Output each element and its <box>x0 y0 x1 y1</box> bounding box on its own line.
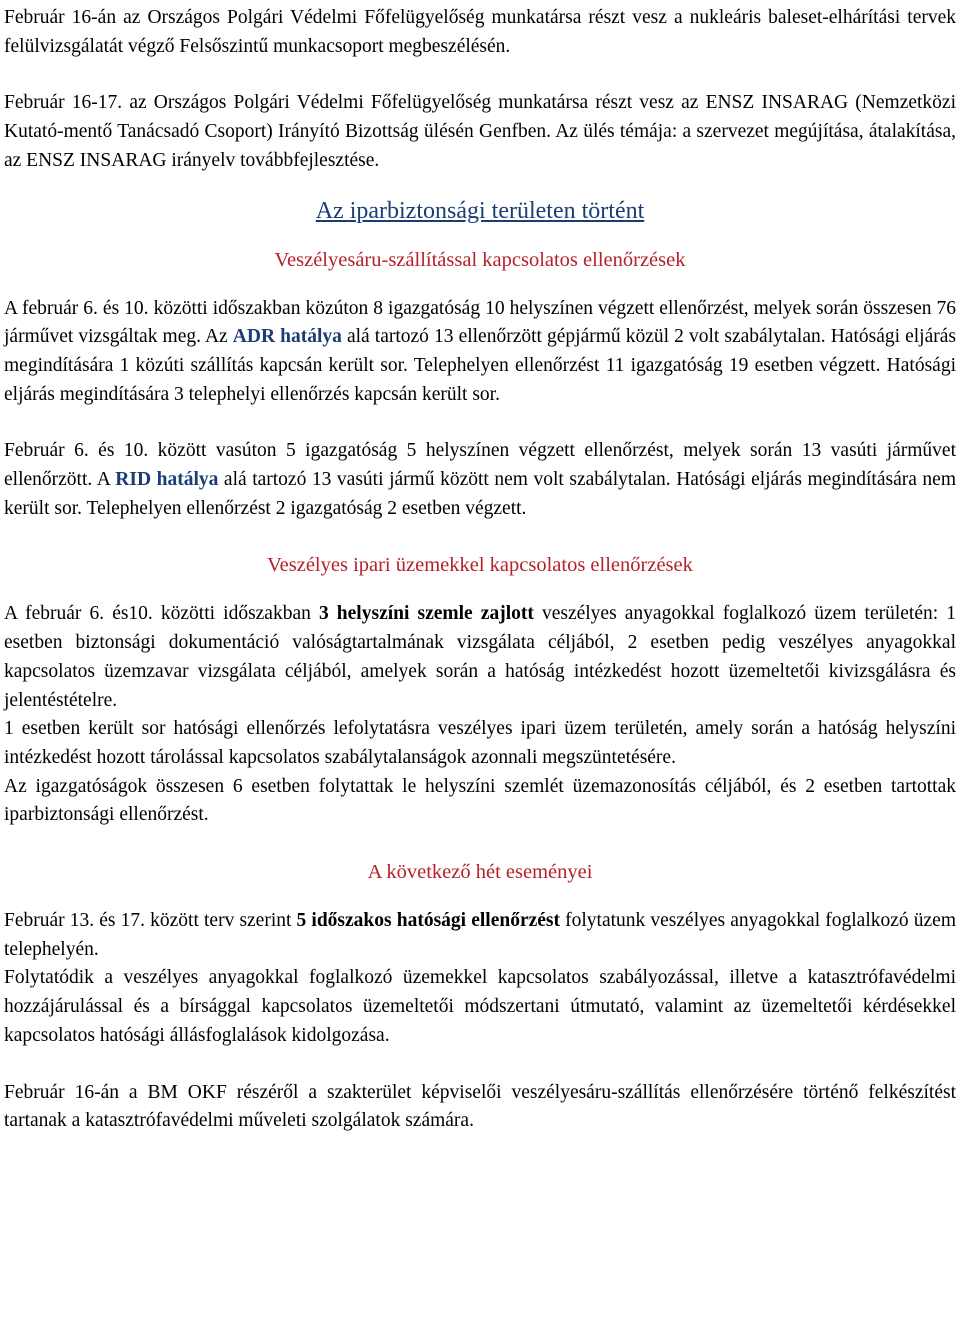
next-week-inspections-count: 5 időszakos hatósági ellenőrzést <box>296 910 560 932</box>
adr-road-paragraph <box>4 295 956 410</box>
next-week-section-title: A következő hét eseményei <box>367 861 593 884</box>
intro-paragraph-1: Február 16-án az Országos Polgári Védelmi Főfelügyelőség munkatársa részt vesz a nukleáris baleset-elhárítási tervek felülvizsgálatát végző Felsőszintű munkacsoport megbeszélésén. <box>4 7 956 57</box>
adr-rail-text-b: alá tartozó 13 vasúti jármű között nem volt szabálytalan. Hatósági eljárás megindítására nem került sor. Telephelyen ellenőrzést 2 igazgatóság 2 esetben végzett. <box>4 469 956 519</box>
plants-text-b: veszélyes anyagokkal foglalkozó üzem területén: 1 esetben biztonsági dokumentáció valóságtartalmának vizsgálata céljából, 2 esetben pedig veszélyes anyagokkal kapcsolatos üzemzavar vizsgálata céljából, amelyek során a hatóság intézkedést hozott üzemeltetői kivizsgálásra és jelentéstételre. <box>4 603 956 711</box>
plants-paragraph-1 <box>4 600 956 715</box>
intro-paragraph-2: Február 16-17. az Országos Polgári Védelmi Főfelügyelőség munkatársa részt vesz az ENSZ INSARAG (Nemzetközi Kutató-mentő Tanácsadó Csoport) Irányító Bizottság ülésén Genfben. Az ülés témája: a szervezet megújítása, átalakítása, az ENSZ INSARAG irányelv továbbfejlesztése. <box>4 92 956 171</box>
next-week-paragraph-3: Február 16-án a BM OKF részéről a szakterület képviselői veszélyesáru-szállítás ellenőrzésére történő felkészítést tartanak a katasztrófavédelmi műveleti szolgálatok számára. <box>4 1081 956 1132</box>
adr-road-text-a: A február 6. és 10. közötti időszakban közúton 8 igazgatóság 10 helyszínen végzett ellenőrzést, melyek során összesen 76 járművet vizsgáltak meg. Az <box>4 297 956 348</box>
section-main-title: Az iparbiztonsági területen történt <box>315 197 645 224</box>
adr-section-title: Veszélyesáru-szállítással kapcsolatos ellenőrzések <box>274 248 686 271</box>
plants-paragraph-3: Az igazgatóságok összesen 6 esetben folytattak le helyszíni szemlét üzemazonosítás céljából, és 2 esetben tartottak iparbiztonsági ellenőrzést. <box>4 775 956 826</box>
adr-road-text-b: alá tartozó 13 ellenőrzött gépjármű közül 2 volt szabálytalan. Hatósági eljárás megindítására 1 közúti szállítás kapcsán került sor. Telephelyen ellenőrzést 11 igazgatóság 19 esetben végzett. Hatósági eljárás megindítására 3 telephelyi ellenőrzés kapcsán került sor. <box>4 326 956 405</box>
adr-rail-text-a: Február 6. és 10. között vasúton 5 igazgatóság 5 helyszínen végzett ellenőrzést, melyek során 13 vasúti járművet ellenőrzött. A <box>4 440 956 491</box>
rid-keyword: RID hatálya <box>115 469 219 491</box>
plants-inspections-count: 3 helyszíni szemle zajlott <box>318 603 534 625</box>
adr-keyword: ADR hatálya <box>232 326 342 348</box>
next-week-paragraph-2: Folytatódik a veszélyes anyagokkal foglalkozó üzemekkel kapcsolatos szabályozással, illetve a katasztrófavédelmi hozzájárulással és a bírsággal kapcsolatos üzemeltetői módszertani útmutató, valamint az üzemeltetői kérdésekkel kapcsolatos hatósági állásfoglalások kidolgozása. <box>4 967 956 1046</box>
next-week-text-b: folytatunk veszélyes anyagokkal foglalkozó üzem telephelyén. <box>4 910 956 960</box>
plants-paragraph-2: 1 esetben került sor hatósági ellenőrzés lefolytatásra veszélyes ipari üzem területén, amely során a hatóság helyszíni intézkedést hozott tárolással kapcsolatos szabálytalanságok azonnali megszüntetésére. <box>4 718 956 768</box>
next-week-paragraph-1 <box>4 907 956 964</box>
plants-text-a: A február 6. és10. közötti időszakban <box>4 603 319 625</box>
adr-rail-paragraph <box>4 437 956 523</box>
plants-section-title: Veszélyes ipari üzemekkel kapcsolatos ellenőrzések <box>267 554 693 577</box>
next-week-text-a: Február 13. és 17. között terv szerint <box>4 910 297 932</box>
